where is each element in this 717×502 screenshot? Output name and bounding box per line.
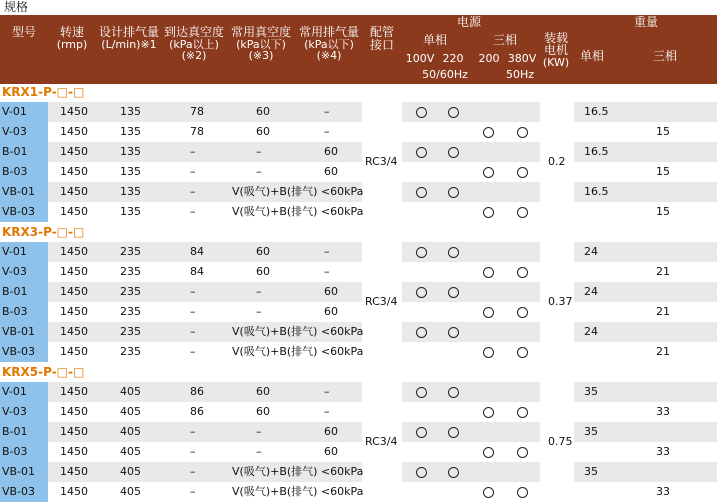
reach-value: 86: [190, 405, 204, 418]
header-vac-use-note: (※3): [248, 49, 274, 62]
weight-single: 35: [584, 385, 598, 398]
use-value: 60: [256, 405, 270, 418]
header-v200: 200: [478, 52, 500, 65]
header-weight-single: 单相: [579, 49, 604, 63]
table-row: [0, 122, 717, 142]
combined-vacuum-value: V(吸气)+B(排气) <60kPa: [232, 345, 364, 358]
table-row: [0, 462, 717, 482]
circle-mark-icon: [416, 247, 427, 258]
reach-value: –: [190, 485, 196, 498]
merged-column-bg: [540, 382, 574, 402]
weight-single: 24: [584, 325, 598, 338]
header-weight-three: 三相: [652, 49, 677, 63]
header-v220: 220: [442, 52, 464, 65]
merged-column-bg: [540, 462, 574, 482]
model-name: V-01: [2, 105, 27, 118]
weight-three: 33: [656, 445, 670, 458]
weight-single: 35: [584, 465, 598, 478]
exhaust-value: 60: [324, 305, 338, 318]
table-row: [0, 442, 717, 462]
pipe-size: RC3/4: [365, 155, 398, 168]
combined-vacuum-value: V(吸气)+B(排气) <60kPa: [232, 205, 364, 218]
model-name: VB-03: [2, 485, 36, 498]
use-value: –: [256, 305, 262, 318]
header-motor: 装载: [543, 31, 568, 45]
header-speed-unit: (rmp): [56, 38, 88, 51]
circle-mark-icon: [517, 207, 528, 218]
model-name: B-03: [2, 445, 28, 458]
circle-mark-icon: [416, 147, 427, 158]
circle-mark-icon: [483, 487, 494, 498]
header-hz-three: 50Hz: [505, 68, 535, 81]
model-name: V-01: [2, 385, 27, 398]
circle-mark-icon: [448, 107, 459, 118]
combined-vacuum-value: V(吸气)+B(排气) <60kPa: [232, 185, 364, 198]
header-flow: 设计排气量: [98, 25, 159, 39]
speed-value: 1450: [60, 485, 88, 498]
merged-column-bg: [362, 462, 402, 482]
flow-value: 405: [120, 405, 141, 418]
merged-column-bg: [362, 202, 402, 222]
circle-mark-icon: [416, 427, 427, 438]
header-flow-unit: (L/min)※1: [101, 38, 157, 51]
table-row: [0, 162, 717, 182]
exhaust-value: –: [324, 265, 330, 278]
merged-column-bg: [362, 402, 402, 422]
combined-vacuum-value: V(吸气)+B(排气) <60kPa: [232, 465, 364, 478]
merged-column-bg: [540, 262, 574, 282]
reach-value: –: [190, 445, 196, 458]
model-name: V-01: [2, 245, 27, 258]
model-name: B-01: [2, 425, 28, 438]
header-vac-use: 常用真空度: [230, 25, 291, 39]
merged-column-bg: [540, 102, 574, 122]
merged-column-bg: [540, 182, 574, 202]
table-row: [0, 382, 717, 402]
motor-kw: 0.75: [548, 435, 573, 448]
flow-value: 235: [120, 265, 141, 278]
header-power: 电源: [456, 15, 481, 29]
header-v100: 100V: [405, 52, 435, 65]
exhaust-value: 60: [324, 425, 338, 438]
exhaust-value: 60: [324, 165, 338, 178]
flow-value: 405: [120, 485, 141, 498]
reach-value: –: [190, 345, 196, 358]
speed-value: 1450: [60, 265, 88, 278]
table-row: [0, 182, 717, 202]
table-row: [0, 322, 717, 342]
speed-value: 1450: [60, 125, 88, 138]
header-speed: 转速: [59, 25, 84, 39]
speed-value: 1450: [60, 165, 88, 178]
flow-value: 405: [120, 385, 141, 398]
header-vac-reach-note: (※2): [181, 49, 207, 62]
merged-column-bg: [362, 182, 402, 202]
model-name: VB-03: [2, 345, 36, 358]
merged-column-bg: [362, 322, 402, 342]
circle-mark-icon: [416, 187, 427, 198]
circle-mark-icon: [448, 387, 459, 398]
use-value: 60: [256, 385, 270, 398]
circle-mark-icon: [448, 427, 459, 438]
merged-column-bg: [540, 342, 574, 362]
header-motor-unit: (KW): [542, 56, 570, 69]
reach-value: –: [190, 145, 196, 158]
circle-mark-icon: [483, 307, 494, 318]
merged-column-bg: [540, 402, 574, 422]
speed-value: 1450: [60, 185, 88, 198]
circle-mark-icon: [517, 487, 528, 498]
table-row: [0, 202, 717, 222]
table-row: [0, 302, 717, 322]
flow-value: 135: [120, 105, 141, 118]
weight-three: 33: [656, 405, 670, 418]
reach-value: 78: [190, 125, 204, 138]
exhaust-value: 60: [324, 285, 338, 298]
reach-value: –: [190, 165, 196, 178]
merged-column-bg: [362, 382, 402, 402]
use-value: 60: [256, 245, 270, 258]
reach-value: –: [190, 465, 196, 478]
circle-mark-icon: [483, 267, 494, 278]
weight-three: 21: [656, 265, 670, 278]
reach-value: 84: [190, 265, 204, 278]
reach-value: –: [190, 325, 196, 338]
exhaust-value: –: [324, 385, 330, 398]
flow-value: 235: [120, 285, 141, 298]
merged-column-bg: [540, 122, 574, 142]
table-row: [0, 282, 717, 302]
speed-value: 1450: [60, 105, 88, 118]
weight-single: 16.5: [584, 185, 609, 198]
circle-mark-icon: [416, 467, 427, 478]
model-name: VB-01: [2, 465, 36, 478]
reach-value: –: [190, 425, 196, 438]
use-value: –: [256, 285, 262, 298]
combined-vacuum-value: V(吸气)+B(排气) <60kPa: [232, 485, 364, 498]
model-name: V-03: [2, 125, 27, 138]
circle-mark-icon: [416, 327, 427, 338]
header-vac-use-unit: (kPa以下): [236, 38, 286, 51]
circle-mark-icon: [448, 287, 459, 298]
reach-value: 78: [190, 105, 204, 118]
table-row: [0, 342, 717, 362]
circle-mark-icon: [483, 167, 494, 178]
table-header: [0, 15, 717, 84]
exhaust-value: –: [324, 405, 330, 418]
flow-value: 135: [120, 185, 141, 198]
merged-column-bg: [362, 342, 402, 362]
header-motor-2: 电机: [543, 43, 568, 57]
weight-three: 15: [656, 205, 670, 218]
flow-value: 405: [120, 445, 141, 458]
table-row: [0, 422, 717, 442]
flow-value: 405: [120, 425, 141, 438]
header-exh-use-note: (※4): [316, 49, 342, 62]
model-name: V-03: [2, 405, 27, 418]
speed-value: 1450: [60, 345, 88, 358]
circle-mark-icon: [448, 147, 459, 158]
model-name: VB-01: [2, 185, 36, 198]
model-name: B-03: [2, 165, 28, 178]
merged-column-bg: [540, 482, 574, 502]
speed-value: 1450: [60, 425, 88, 438]
flow-value: 135: [120, 125, 141, 138]
flow-value: 235: [120, 245, 141, 258]
motor-kw: 0.37: [548, 295, 573, 308]
circle-mark-icon: [448, 247, 459, 258]
reach-value: –: [190, 185, 196, 198]
series-title: KRX3-P-□-□: [2, 225, 85, 239]
weight-three: 15: [656, 165, 670, 178]
flow-value: 135: [120, 145, 141, 158]
weight-single: 35: [584, 425, 598, 438]
circle-mark-icon: [416, 387, 427, 398]
model-name: B-01: [2, 145, 28, 158]
model-name: VB-03: [2, 205, 36, 218]
header-hz-single: 50/60Hz: [422, 68, 468, 81]
exhaust-value: 60: [324, 145, 338, 158]
exhaust-value: –: [324, 125, 330, 138]
circle-mark-icon: [517, 127, 528, 138]
speed-value: 1450: [60, 305, 88, 318]
speed-value: 1450: [60, 145, 88, 158]
circle-mark-icon: [517, 267, 528, 278]
use-value: 60: [256, 265, 270, 278]
weight-three: 21: [656, 345, 670, 358]
header-power-single: 单相: [422, 33, 447, 47]
circle-mark-icon: [483, 127, 494, 138]
weight-three: 33: [656, 485, 670, 498]
weight-three: 15: [656, 125, 670, 138]
table-row: [0, 262, 717, 282]
speed-value: 1450: [60, 445, 88, 458]
merged-column-bg: [362, 122, 402, 142]
speed-value: 1450: [60, 245, 88, 258]
circle-mark-icon: [517, 167, 528, 178]
reach-value: –: [190, 285, 196, 298]
speed-value: 1450: [60, 465, 88, 478]
header-pipe-2: 接口: [369, 38, 394, 52]
header-vac-reach: 到达真空度: [163, 25, 224, 39]
weight-single: 16.5: [584, 145, 609, 158]
series-title: KRX1-P-□-□: [2, 85, 85, 99]
merged-column-bg: [362, 102, 402, 122]
reach-value: –: [190, 305, 196, 318]
merged-column-bg: [362, 242, 402, 262]
model-name: B-03: [2, 305, 28, 318]
use-value: 60: [256, 125, 270, 138]
reach-value: –: [190, 205, 196, 218]
pipe-size: RC3/4: [365, 435, 398, 448]
merged-column-bg: [540, 322, 574, 342]
circle-mark-icon: [483, 447, 494, 458]
header-weight: 重量: [633, 15, 658, 29]
table-row: [0, 242, 717, 262]
page-caption: 规格: [4, 0, 29, 14]
circle-mark-icon: [517, 307, 528, 318]
table-row: [0, 402, 717, 422]
speed-value: 1450: [60, 325, 88, 338]
header-vac-reach-unit: (kPa以上): [169, 38, 219, 51]
flow-value: 135: [120, 165, 141, 178]
flow-value: 235: [120, 345, 141, 358]
use-value: –: [256, 445, 262, 458]
weight-single: 24: [584, 285, 598, 298]
exhaust-value: –: [324, 105, 330, 118]
weight-single: 16.5: [584, 105, 609, 118]
combined-vacuum-value: V(吸气)+B(排气) <60kPa: [232, 325, 364, 338]
model-name: VB-01: [2, 325, 36, 338]
circle-mark-icon: [448, 467, 459, 478]
header-power-three: 三相: [492, 33, 517, 47]
pipe-size: RC3/4: [365, 295, 398, 308]
header-exh-use: 常用排气量: [298, 25, 359, 39]
circle-mark-icon: [448, 327, 459, 338]
circle-mark-icon: [416, 107, 427, 118]
reach-value: 86: [190, 385, 204, 398]
series-title: KRX5-P-□-□: [2, 365, 85, 379]
circle-mark-icon: [517, 347, 528, 358]
exhaust-value: –: [324, 245, 330, 258]
table-row: [0, 142, 717, 162]
speed-value: 1450: [60, 205, 88, 218]
use-value: –: [256, 165, 262, 178]
merged-column-bg: [362, 262, 402, 282]
speed-value: 1450: [60, 285, 88, 298]
header-model: 型号: [11, 25, 36, 39]
use-value: –: [256, 145, 262, 158]
weight-three: 21: [656, 305, 670, 318]
weight-single: 24: [584, 245, 598, 258]
model-name: B-01: [2, 285, 28, 298]
circle-mark-icon: [517, 407, 528, 418]
flow-value: 235: [120, 325, 141, 338]
table-row: [0, 102, 717, 122]
speed-value: 1450: [60, 385, 88, 398]
circle-mark-icon: [483, 207, 494, 218]
merged-column-bg: [362, 482, 402, 502]
model-name: V-03: [2, 265, 27, 278]
reach-value: 84: [190, 245, 204, 258]
merged-column-bg: [540, 202, 574, 222]
flow-value: 235: [120, 305, 141, 318]
exhaust-value: 60: [324, 445, 338, 458]
circle-mark-icon: [416, 287, 427, 298]
use-value: 60: [256, 105, 270, 118]
flow-value: 405: [120, 465, 141, 478]
motor-kw: 0.2: [548, 155, 566, 168]
header-v380: 380V: [507, 52, 537, 65]
header-pipe: 配管: [369, 25, 394, 39]
table-row: [0, 482, 717, 502]
use-value: –: [256, 425, 262, 438]
merged-column-bg: [540, 242, 574, 262]
flow-value: 135: [120, 205, 141, 218]
circle-mark-icon: [448, 187, 459, 198]
header-exh-use-unit: (kPa以下): [304, 38, 354, 51]
circle-mark-icon: [483, 347, 494, 358]
speed-value: 1450: [60, 405, 88, 418]
circle-mark-icon: [517, 447, 528, 458]
circle-mark-icon: [483, 407, 494, 418]
